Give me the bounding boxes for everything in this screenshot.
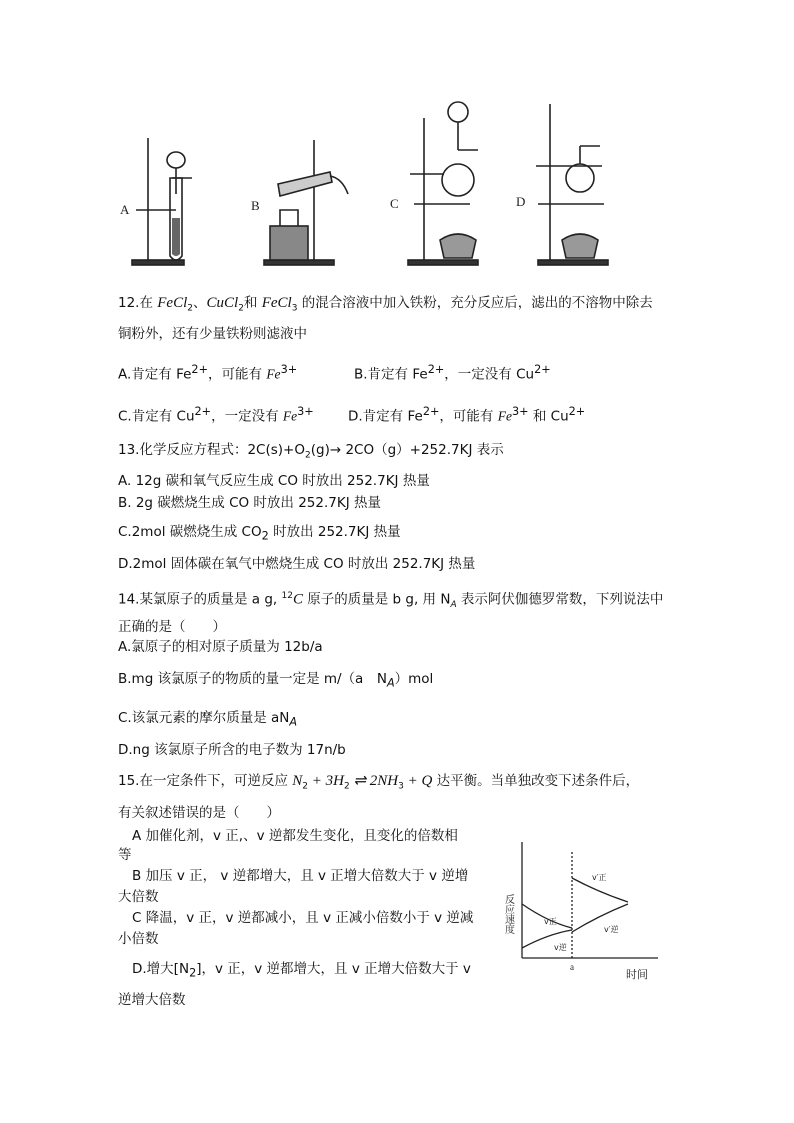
y-axis-label: 反应速度 — [502, 894, 514, 934]
apparatus-label-a: A — [120, 202, 130, 217]
v-zheng-prime-label: v′正 — [592, 873, 607, 882]
a-marker-label: a — [570, 962, 574, 972]
flask-c — [442, 164, 474, 196]
q12-option-c: C.肯定有 $Cu^{2+}$，一定没有 $Fe^{3+}$ — [118, 405, 314, 425]
x-axis-label: 时间 — [626, 968, 648, 981]
q14-option-a: A.氯原子的相对原子质量为 12b/a — [118, 639, 323, 655]
v-ni-prime-label: v′逆 — [604, 925, 619, 934]
q15-option-b-line2: 大倍数 — [118, 889, 159, 905]
q15-option-a-line1: A 加催化剂，v 正,、v 逆都发生变化，且变化的倍数相 — [132, 828, 458, 844]
apparatus-label-b: B — [251, 198, 260, 213]
q15-option-a-line2: 等 — [118, 847, 132, 863]
apparatus-label-d: D — [516, 194, 526, 209]
q14-option-c: C.该氯元素的摩尔质量是 $aN_A$ — [118, 710, 298, 729]
rate-time-graph — [502, 838, 668, 983]
apparatus-figure — [118, 98, 648, 273]
q12-option-d: D.肯定有 $Fe^{2+}$，可能有 $Fe^{3+}$ 和 $Cu^{2+}$ — [348, 405, 586, 425]
q12-stem-line1: 12.在 FeCl$_2$、CuCl$_2$和 FeCl$_3$ 的混合溶液中加入铁粉，充分反应后，滤出的不溶物中除去 — [118, 295, 653, 314]
q15-option-d-line2: 逆增大倍数 — [118, 992, 186, 1008]
apparatus-label-c: C — [390, 196, 399, 211]
burner-block-b — [270, 226, 308, 260]
funnel-a — [167, 152, 185, 168]
flask-d — [566, 164, 594, 192]
burner-c — [440, 234, 476, 258]
rate-time-svg — [502, 838, 668, 983]
q12-option-a: A.肯定有 $Fe^{2+}$，可能有 $Fe^{3+}$ — [118, 363, 298, 383]
funnel-c — [448, 102, 468, 122]
v-zheng-label: v正 — [544, 917, 557, 926]
q13-option-d: D.2mol 固体碳在氧气中燃烧生成 CO 时放出 252.7KJ 热量 — [118, 556, 476, 572]
stand-base-c — [408, 260, 478, 265]
q13-option-c: C.2mol 碳燃烧生成 $CO_2$ 时放出 252.7KJ 热量 — [118, 524, 401, 543]
v-ni-prime-curve — [572, 904, 628, 932]
q13-option-a: A. 12g 碳和氧气反应生成 CO 时放出 252.7KJ 热量 — [118, 473, 430, 489]
apparatus-drawing — [118, 98, 648, 273]
burner-d — [562, 234, 598, 258]
v-ni-label: v逆 — [554, 943, 567, 952]
stand-base-d — [538, 260, 608, 265]
q14-stem-line1: 14.某氯原子的质量是 a g, $^{12}$C 原子的质量是 b g, 用 $N_A$ 表示阿伏伽德罗常数，下列说法中 — [118, 591, 664, 611]
q15-option-b-line1: B 加压 v 正， v 逆都增大，且 v 正增大倍数大于 v 逆增 — [132, 868, 469, 884]
q15-stem-line1: 15.在一定条件下，可逆反应 $N_2 + 3H_2$ ⇌ $2NH_3 + Q$ 达平衡。当单独改变下述条件后， — [118, 773, 640, 792]
q14-option-b: B.mg 该氯原子的物质的量一定是 m/（a $N_A)mol$ — [118, 671, 434, 690]
q14-stem-line2: 正确的是（ ） — [118, 619, 226, 635]
q14-option-d: D.ng 该氯原子所含的电子数为 17n/b — [118, 742, 346, 758]
q15-option-c-line2: 小倍数 — [118, 931, 159, 947]
inclined-tube-b — [278, 172, 332, 196]
q13-stem: 13.化学反应方程式：$2C(s)+O_2(g)\to 2CO(g)+252.7KJ$ 表示 — [118, 442, 504, 461]
q15-option-c-line1: C 降温，v 正，v 逆都减小，且 v 正减小倍数小于 v 逆减 — [132, 910, 474, 926]
q13-option-b: B. 2g 碳燃烧生成 CO 时放出 252.7KJ 热量 — [118, 495, 381, 511]
q15-option-d-line1: D.增大$[N_2]$，v 正，v 逆都增大，且 v 正增大倍数大于 v — [132, 961, 471, 980]
q15-stem-line2: 有关叙述错误的是（ ） — [118, 805, 280, 821]
q12-option-b: B.肯定有 $Fe^{2+}$，一定没有 $Cu^{2+}$ — [354, 363, 551, 383]
q12-stem-line2: 铜粉外，还有少量铁粉则滤液中 — [118, 326, 307, 342]
